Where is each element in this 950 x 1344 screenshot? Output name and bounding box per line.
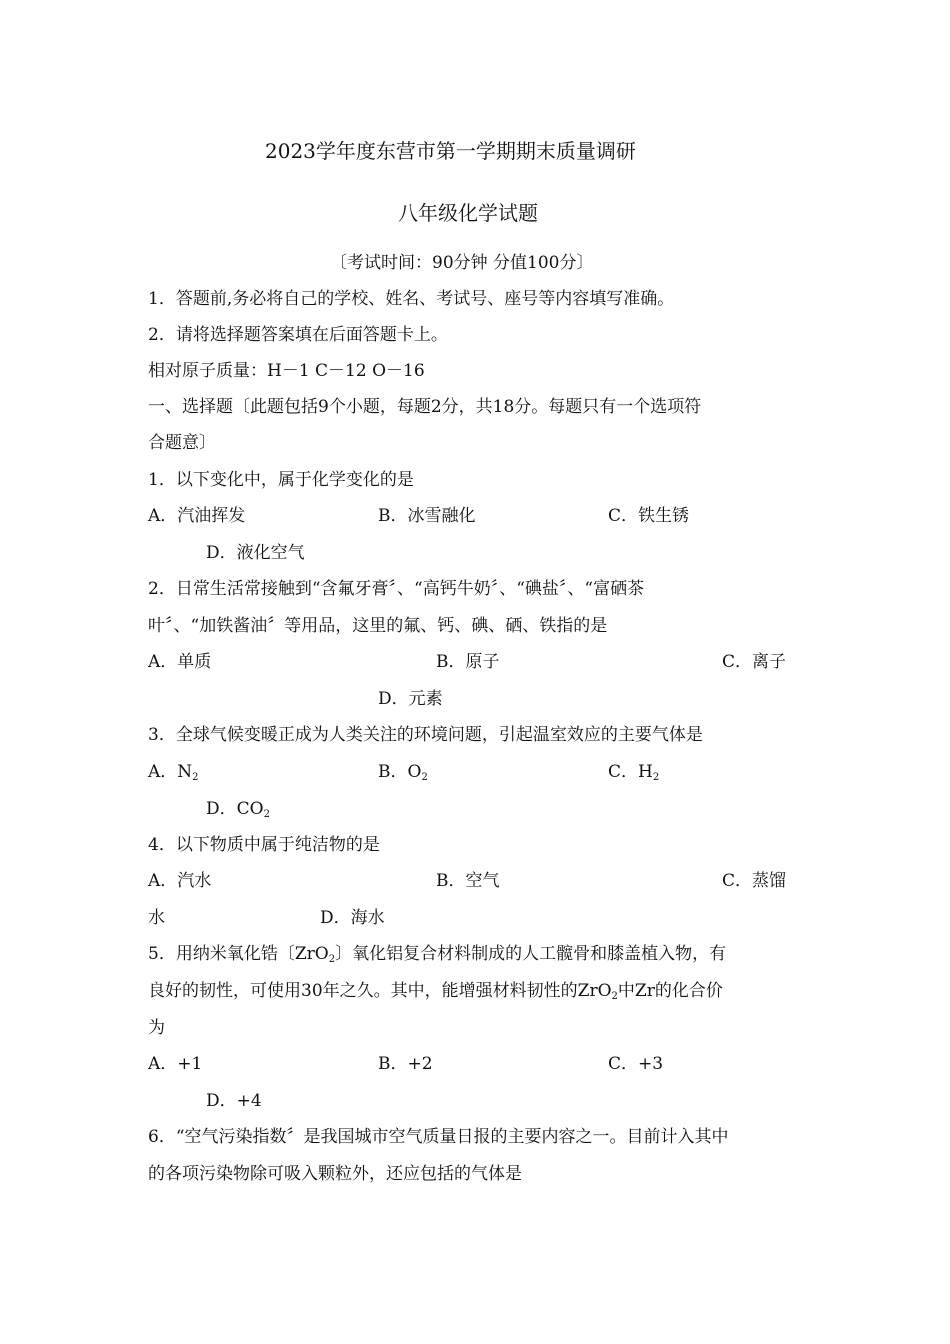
subscript: 2	[421, 772, 428, 783]
question-2-option-c: C．离子	[722, 652, 787, 672]
question-2-stem-cont: 叶〞、“加铁酱油〞等用品，这里的氟、钙、碘、硒、铁指的是	[148, 616, 608, 636]
subscript: 2	[328, 954, 336, 965]
question-4-stem: 4．以下物质中属于纯洁物的是	[148, 835, 380, 855]
question-6-stem: 6．“空气污染指数〞是我国城市空气质量日报的主要内容之一。目前计入其中	[148, 1127, 729, 1147]
option-text: C．H	[608, 762, 653, 782]
atomic-mass: 相对原子质量：H－1 C－12 O－16	[148, 361, 425, 381]
exam-subtitle: 八年级化学试题	[398, 201, 538, 225]
question-5-stem-end: 为	[148, 1018, 165, 1038]
stem-text: 5．用纳米氧化锆〔ZrO	[148, 944, 329, 964]
exam-title: 2023学年度东营市第一学期期末质量调研	[265, 139, 636, 163]
question-3-option-c	[608, 761, 659, 789]
question-5-stem-cont	[148, 980, 723, 1008]
question-3-option-d	[206, 798, 270, 826]
instruction-2: 2．请将选择题答案填在后面答题卡上。	[148, 325, 448, 345]
subscript: 2	[192, 772, 199, 783]
question-6-stem-cont: 的各项污染物除可吸入颗粒外，还应包括的气体是	[148, 1164, 522, 1184]
section-heading-cont: 合题意〕	[148, 433, 216, 453]
question-4-option-c: C．蒸馏	[722, 871, 787, 891]
stem-text: 中Zr的化合价	[617, 981, 723, 1001]
subscript: 2	[611, 991, 618, 1002]
question-1-option-d: D．液化空气	[206, 543, 305, 563]
question-4-option-c-cont: 水	[148, 908, 165, 928]
question-1-option-c: C．铁生锈	[608, 506, 690, 526]
question-4-option-b: B．空气	[436, 871, 500, 891]
question-2-option-a: A．单质	[148, 652, 212, 672]
question-2-stem: 2．日常生活常接触到“含氟牙膏〞、“高钙牛奶〞、“碘盐〞、“富硒茶	[148, 579, 645, 599]
question-5-option-c: C．+3	[608, 1054, 664, 1074]
question-5-option-d: D．+4	[206, 1091, 262, 1111]
subscript: 2	[652, 772, 660, 783]
section-heading: 一、选择题〔此题包括9个小题，每题2分，共18分。每题只有一个选项符	[148, 397, 702, 417]
question-5-option-b: B．+2	[378, 1054, 433, 1074]
question-1-stem: 1．以下变化中，属于化学变化的是	[148, 470, 414, 490]
question-1-option-b: B．冰雪融化	[378, 506, 476, 526]
option-text: A．N	[148, 762, 193, 782]
option-text: B．O	[378, 762, 422, 782]
question-3-option-a	[148, 761, 199, 789]
question-3-stem: 3．全球气候变暖正成为人类关注的环境问题，引起温室效应的主要气体是	[148, 725, 703, 745]
question-2-option-b: B．原子	[436, 652, 500, 672]
question-1-option-a: A．汽油挥发	[148, 506, 246, 526]
question-2-option-d: D．元素	[378, 689, 443, 709]
question-5-option-a: A．+1	[148, 1054, 203, 1074]
question-4-option-a: A．汽水	[148, 871, 212, 891]
option-text: D．CO	[206, 799, 264, 819]
stem-text: 〕氧化铝复合材料制成的人工髋骨和膝盖植入物，有	[335, 944, 727, 964]
question-5-stem	[148, 943, 726, 971]
exam-info: 〔考试时间：90分钟 分值100分〕	[330, 253, 594, 273]
stem-text: 良好的韧性，可使用30年之久。其中，能增强材料韧性的ZrO	[148, 981, 612, 1001]
question-4-option-d: D．海水	[320, 908, 385, 928]
question-3-option-b	[378, 761, 428, 789]
instruction-1: 1．答题前,务必将自己的学校、姓名、考试号、座号等内容填写准确。	[148, 289, 675, 309]
subscript: 2	[263, 809, 270, 820]
